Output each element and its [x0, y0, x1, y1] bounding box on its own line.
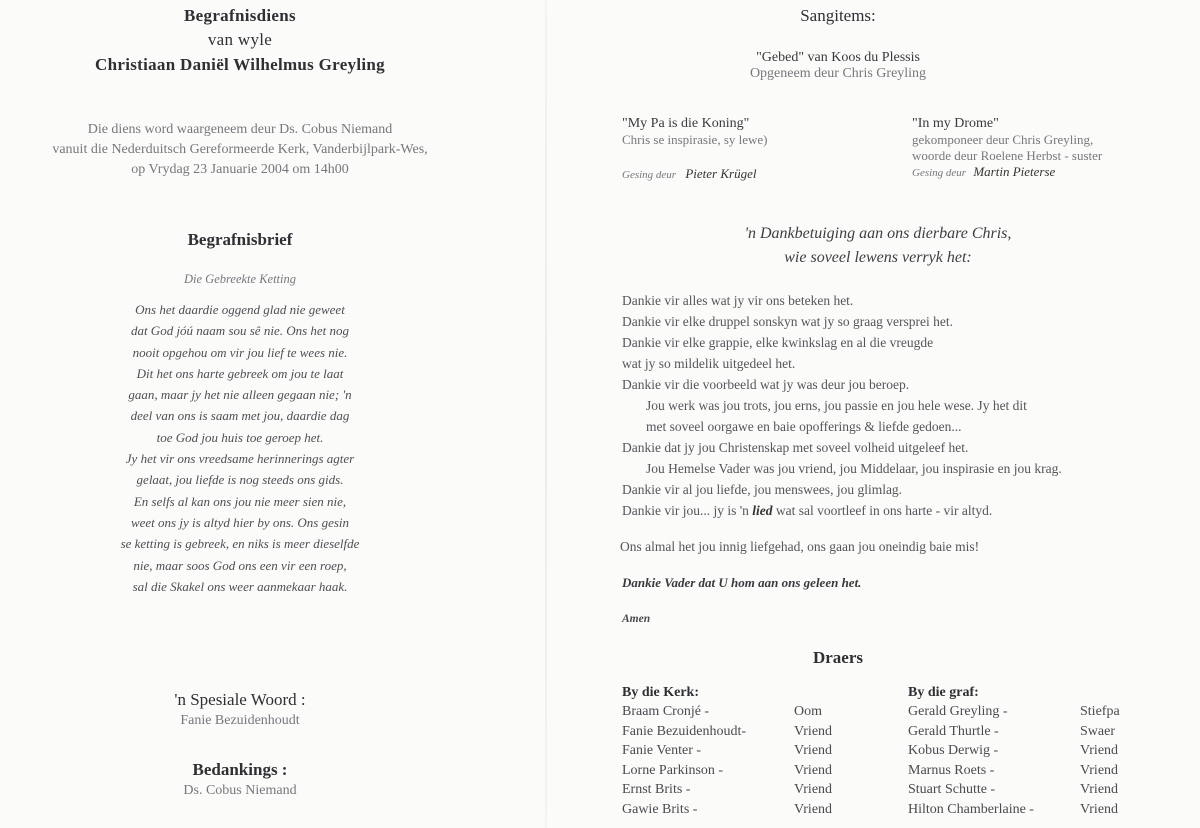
tribute-line-start: Dankie vir jou... jy is 'n — [622, 503, 749, 518]
right-page — [548, 0, 1200, 828]
bearer-name: Gerald Greyling - — [908, 704, 1008, 719]
sung-by-label: Gesing deur — [912, 167, 967, 179]
bearer-relation: Vriend — [794, 723, 833, 739]
poem-line: se ketting is gebreek, en niks is meer dieselfde — [120, 536, 360, 552]
bearer-row — [622, 741, 882, 761]
performer-name: Martin Pieterse — [973, 164, 1056, 179]
poem-line: nie, maar soos God ons een vir een roep, — [133, 557, 347, 573]
bearer-row — [908, 722, 1198, 742]
bearer-name: Lorne Parkinson - — [622, 762, 724, 778]
bearer-name: Hilton Chamberlaine - — [908, 801, 1034, 817]
tribute-line: Dankie vir alles wat jy vir ons beteken het. — [622, 293, 854, 308]
special-word-heading: 'n Spesiale Woord : — [174, 690, 306, 709]
tribute-line: Jou werk was jou trots, jou erns, jou passie en jou hele wese. Jy het dit — [646, 398, 1027, 413]
service-info-line: Die diens word waargeneem deur Ds. Cobus Niemand — [87, 122, 393, 137]
bearer-row — [908, 741, 1198, 761]
bearer-relation: Vriend — [1080, 782, 1119, 797]
service-header — [0, 4, 480, 78]
tribute-line-last — [622, 500, 1200, 521]
poem-line: dat God jóú naam sou sê nie. Ons het nog — [130, 323, 350, 339]
acknowledgements-speaker: Ds. Cobus Niemand — [183, 783, 297, 798]
header-line-1: Begrafnisdiens — [184, 6, 296, 25]
bearers-church-list — [622, 702, 882, 819]
poem-line: gaan, maar jy het nie alleen gegaan nie; 'n — [128, 387, 352, 403]
tribute-line: Dankie dat jy jou Christenskap met soveel volheid uitgeleef het. — [622, 440, 969, 455]
bearer-relation: Vriend — [1080, 762, 1119, 778]
tribute-line: Dankie vir die voorbeeld wat jy was deur jou beroep. — [622, 377, 910, 392]
song-gebed — [548, 50, 1128, 82]
bearer-name: Gerald Thurtle - — [908, 723, 999, 739]
poem-line: Dit het ons harte gebreek om jou te laat — [136, 365, 344, 381]
bearer-relation: Stiefpa — [1080, 704, 1120, 719]
poem-line: Ons het daardie oggend glad nie geweet — [135, 302, 345, 317]
tribute-line: Dankie vir al jou liefde, jou menswees, jou glimlag. — [622, 482, 903, 497]
song-performer — [912, 164, 1200, 180]
song-my-pa — [622, 116, 892, 182]
bearer-relation: Vriend — [1080, 743, 1119, 758]
bearer-name: Stuart Schutte - — [908, 782, 996, 797]
tribute-prayer: Dankie Vader dat U hom aan ons geleen het. — [622, 575, 862, 590]
bearer-relation: Swaer — [1080, 723, 1115, 739]
bearer-row — [622, 702, 882, 722]
letter-heading: Begrafnisbrief — [187, 230, 293, 249]
poem-line: weet ons jy is altyd hier by ons. Ons gesin — [130, 514, 350, 530]
bearer-row — [908, 780, 1198, 800]
poem-line: sal die Skakel ons weer aanmekaar haak. — [132, 578, 348, 594]
header-line-2: van wyle — [207, 30, 273, 49]
tribute-heading-line: wie soveel lewens verryk het: — [784, 249, 972, 266]
song-title: "Gebed" van Koos du Plessis — [756, 50, 920, 65]
poem-title: Die Gebreekte Ketting — [184, 272, 296, 286]
acknowledgements-heading: Bedankings : — [192, 760, 288, 779]
bearer-row — [908, 761, 1198, 781]
bearers-church — [622, 683, 882, 819]
amen: Amen — [622, 613, 651, 625]
bearer-row — [622, 800, 882, 820]
deceased-name: Christiaan Daniël Wilhelmus Greyling — [95, 55, 385, 74]
poem-line: En selfs al kan ons jou nie meer sien nie, — [133, 493, 347, 509]
song-title: "In my Drome" — [912, 116, 999, 131]
tribute-line: Jou Hemelse Vader was jou vriend, jou Middelaar, jou inspirasie en jou krag. — [646, 461, 1062, 476]
song-note: Chris se inspirasie, sy lewe) — [622, 132, 768, 147]
bearer-relation: Vriend — [794, 801, 833, 817]
bearer-name: Ernst Brits - — [622, 782, 691, 797]
bearer-name: Braam Cronjé - — [622, 704, 710, 719]
sung-by-label: Gesing deur — [622, 169, 677, 181]
left-page — [0, 0, 545, 828]
tribute-heading-line: 'n Dankbetuiging aan ons dierbare Chris, — [744, 225, 1012, 242]
tribute-line-end: wat sal voortleef in ons harte - vir altyd. — [772, 503, 993, 518]
bearer-name: Fanie Venter - — [622, 743, 702, 758]
song-performer — [622, 166, 892, 182]
bearer-row — [622, 780, 882, 800]
bearer-name: Gawie Brits - — [622, 801, 698, 817]
bearers-grave-heading: By die graf: — [908, 685, 979, 700]
tribute-body — [622, 290, 1200, 521]
bearer-name: Kobus Derwig - — [908, 743, 999, 758]
poem-body — [0, 299, 480, 597]
bearer-row — [908, 702, 1198, 722]
song-note: woorde deur Roelene Herbst - suster — [912, 148, 1103, 163]
poem-line: gelaat, jou liefde is nog steeds ons gids. — [136, 472, 344, 488]
special-word — [0, 690, 480, 729]
bearer-relation: Vriend — [1080, 801, 1119, 817]
songs-heading: Sangitems: — [800, 6, 876, 25]
bearer-row — [622, 722, 882, 742]
bearer-relation: Vriend — [794, 782, 833, 797]
song-note: gekomponeer deur Chris Greyling, — [912, 132, 1094, 147]
tribute-heading — [648, 222, 1108, 270]
bearers-church-heading: By die Kerk: — [622, 685, 699, 700]
bearer-name: Marnus Roets - — [908, 762, 995, 778]
funeral-letter — [0, 230, 480, 597]
bearers-grave — [908, 683, 1198, 819]
service-info-line: vanuit die Nederduitsch Gereformeerde Kerk, Vanderbijlpark-Wes, — [52, 142, 428, 157]
tribute-line: Dankie vir elke grappie, elke kwinkslag en al die vreugde — [622, 335, 934, 350]
bearers-heading: Draers — [812, 648, 864, 667]
tribute-closing: Ons almal het jou innig liefgehad, ons gaan jou oneindig baie mis! — [620, 539, 980, 554]
bearer-relation: Oom — [794, 704, 822, 719]
tribute-emphasis: lied — [752, 503, 773, 518]
song-title: "My Pa is die Koning" — [622, 116, 750, 131]
bearer-relation: Vriend — [794, 762, 833, 778]
performer-name: Pieter Krügel — [685, 166, 757, 181]
acknowledgements — [0, 760, 480, 799]
poem-line: Jy het vir ons vreedsame herinnerings agter — [125, 451, 355, 467]
bearer-row — [622, 761, 882, 781]
bearer-name: Fanie Bezuidenhoudt- — [622, 723, 747, 739]
tribute-line: Dankie vir elke druppel sonskyn wat jy so graag versprei het. — [622, 314, 954, 329]
bearer-relation: Vriend — [794, 743, 833, 758]
bearers-grave-list — [908, 702, 1198, 819]
service-info-line: op Vrydag 23 Januarie 2004 om 14h00 — [131, 162, 349, 177]
poem-line: toe God jou huis toe geroep het. — [156, 429, 324, 445]
tribute-line: met soveel oorgawe en baie opofferings & liefde gedoen... — [646, 419, 962, 434]
song-in-my-drome — [912, 116, 1200, 180]
page-fold — [545, 0, 547, 828]
poem-line: nooit opgehou om vir jou lief te wees nie. — [132, 344, 348, 360]
tribute-line: wat jy so mildelik uitgedeel het. — [622, 356, 796, 371]
service-info — [0, 120, 480, 180]
special-word-speaker: Fanie Bezuidenhoudt — [180, 713, 300, 728]
song-note: Opgeneem deur Chris Greyling — [749, 66, 927, 81]
bearer-row — [908, 800, 1198, 820]
poem-line: deel van ons is saam met jou, daardie dag — [130, 408, 350, 424]
